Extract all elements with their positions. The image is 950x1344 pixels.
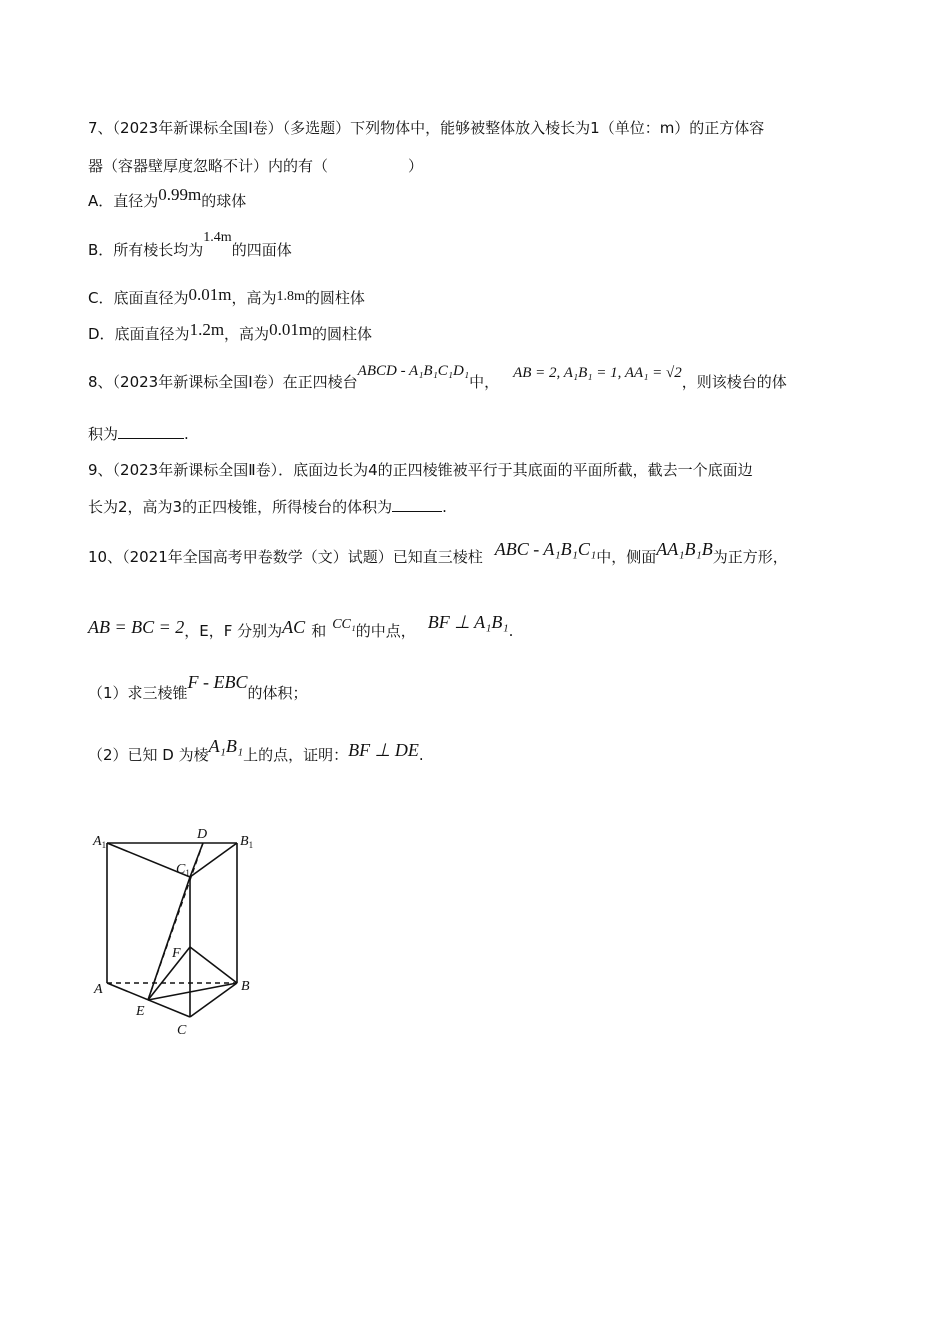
q9-line2: 长为2，高为3的正四棱锥，所得棱台的体积为 . bbox=[88, 498, 447, 516]
label-f: F bbox=[172, 946, 181, 961]
q10-part1: （1）求三棱锥F - EBC的体积； bbox=[88, 672, 308, 702]
q7-line1: 7、（2023年新课标全国Ⅰ卷）（多选题）下列物体中，能够被整体放入棱长为1（单位：m）的正方体容 bbox=[88, 119, 765, 137]
q7-option-a: A．直径为0.99m的球体 bbox=[88, 185, 247, 210]
q9-line1: 9、（2023年新课标全国Ⅱ卷）．底面边长为4的正四棱锥被平行于其底面的平面所截，截去一个底面边 bbox=[88, 461, 753, 479]
q8-line2: 积为 . bbox=[88, 425, 189, 443]
q10-line1: 10、（2021年全国高考甲卷数学（文）试题）已知直三棱柱 ABC - A₁B₁C₁中，侧面AA₁B₁B为正方形， bbox=[88, 539, 788, 566]
q7-option-d: D．底面直径为1.2m，高为0.01m的圆柱体 bbox=[88, 320, 373, 343]
label-a1: $A_1$ bbox=[93, 834, 107, 850]
q7-option-c: C．底面直径为0.01m，高为1.8m的圆柱体 bbox=[88, 285, 365, 307]
q8-line1: 8、（2023年新课标全国Ⅰ卷）在正四棱台ABCD - A₁B₁C₁D₁中， AB = 2, A₁B₁ = 1, AA₁ = √2，则该棱台的体 bbox=[88, 363, 787, 391]
q10-part2: （2）已知 D 为棱A₁B₁上的点，证明：BF ⊥ DE. bbox=[88, 736, 424, 764]
label-b1: $B_1$ bbox=[240, 834, 254, 850]
q7-line2: 器（容器壁厚度忽略不计）内的有（ ） bbox=[88, 157, 424, 175]
segment-e-f bbox=[148, 947, 190, 1000]
label-c: C bbox=[177, 1023, 187, 1038]
q10-line2: AB = BC = 2，E，F 分别为AC 和 CC₁的中点， BF ⊥ A₁B₁. bbox=[88, 612, 514, 640]
label-d: D bbox=[197, 827, 208, 842]
label-c1: $C_1$ bbox=[176, 862, 190, 878]
label-a: A bbox=[94, 982, 103, 997]
label-e: E bbox=[136, 1004, 145, 1019]
segment-f-b bbox=[190, 947, 237, 983]
q7-option-b: B．所有棱长均为1.4m的四面体 bbox=[88, 230, 292, 259]
segment-e-b bbox=[148, 983, 237, 1000]
label-b: B bbox=[241, 979, 250, 994]
prism-figure bbox=[80, 820, 280, 1050]
